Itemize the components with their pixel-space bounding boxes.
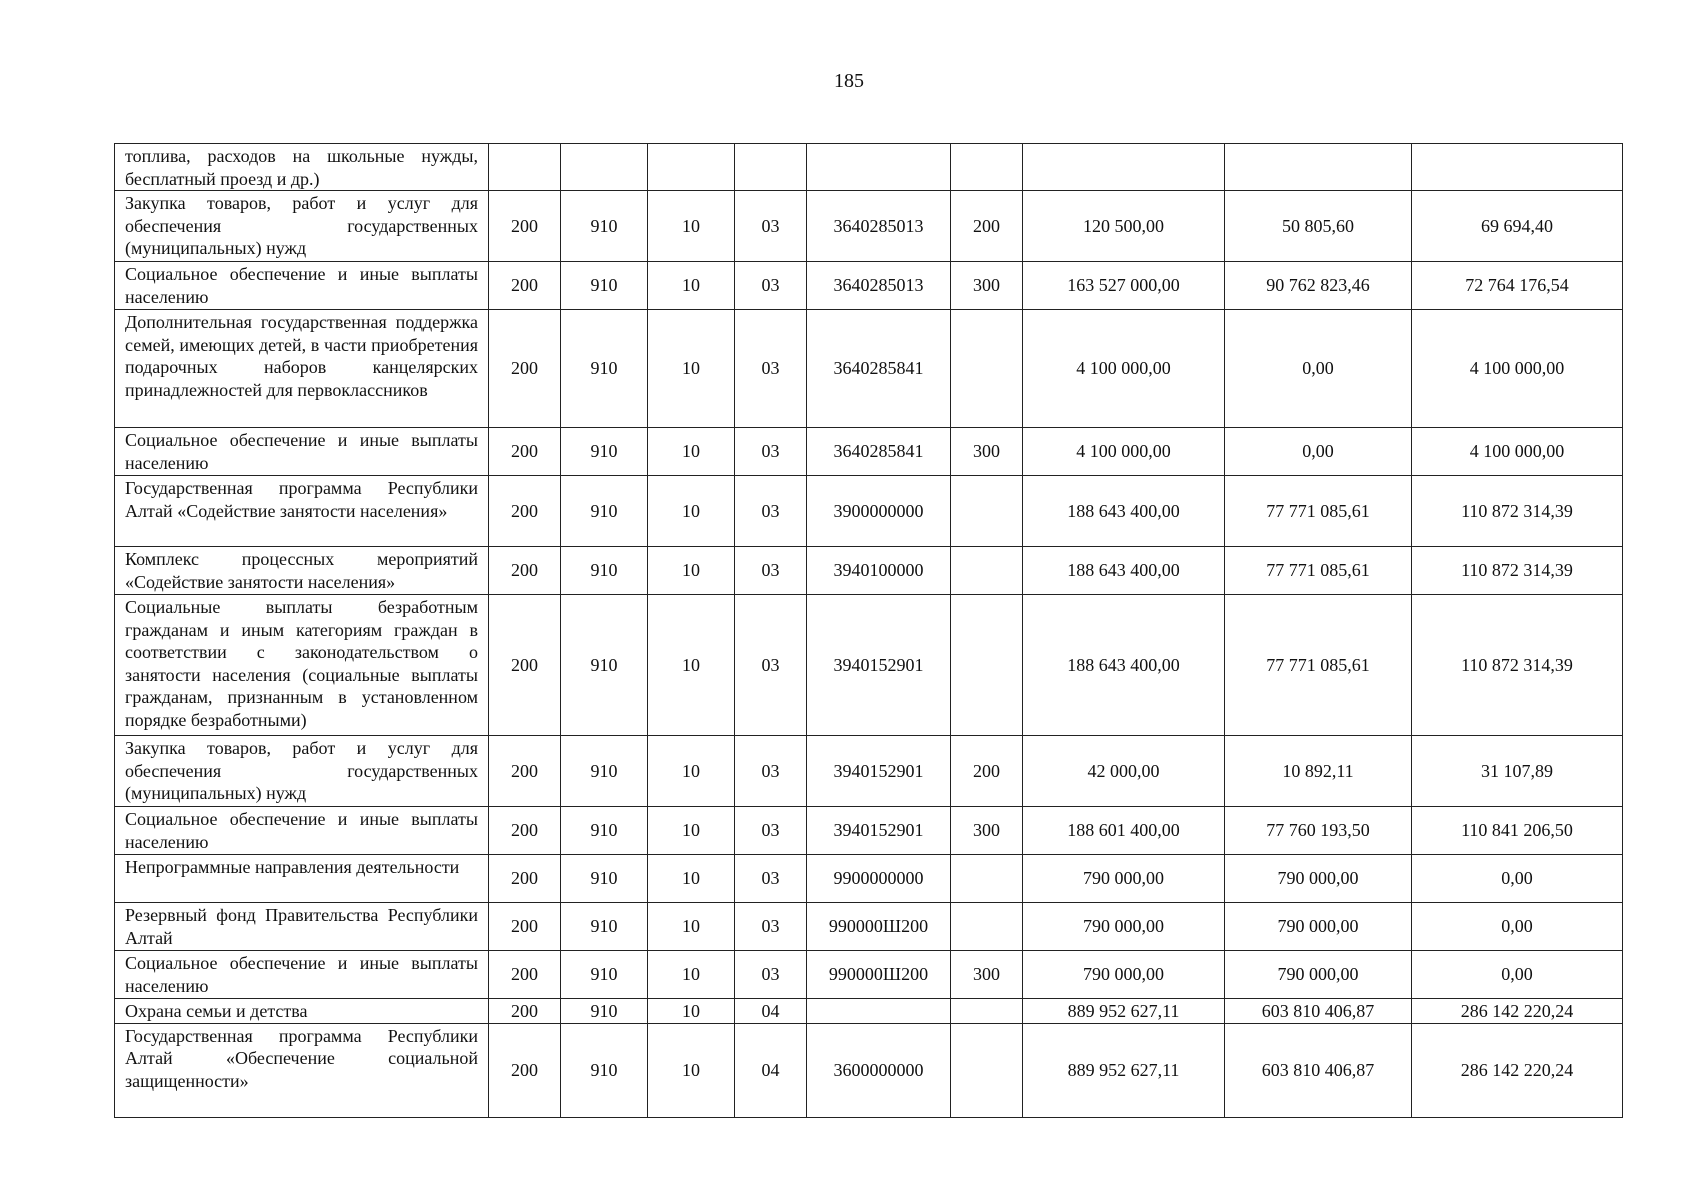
remaining-amount-cell: 72 764 176,54 (1412, 262, 1623, 310)
expense-type-cell (951, 310, 1023, 428)
planned-amount-cell: 163 527 000,00 (1023, 262, 1225, 310)
section-cell (648, 144, 735, 191)
target-article-cell: 3940152901 (807, 807, 951, 855)
subsection-cell: 04 (735, 1023, 807, 1117)
ministry-cell: 910 (561, 476, 648, 547)
executed-amount-cell: 790 000,00 (1225, 855, 1412, 903)
table-row (115, 903, 1623, 951)
remaining-amount-cell: 0,00 (1412, 903, 1623, 951)
item-name-cell: Охрана семьи и детства (115, 999, 489, 1024)
section-cell: 10 (648, 191, 735, 262)
remaining-amount-cell: 4 100 000,00 (1412, 428, 1623, 476)
executed-amount-cell (1225, 144, 1412, 191)
subsection-cell: 03 (735, 476, 807, 547)
planned-amount-cell: 188 643 400,00 (1023, 476, 1225, 547)
planned-amount-cell: 790 000,00 (1023, 951, 1225, 999)
ministry-cell: 910 (561, 310, 648, 428)
executed-amount-cell: 50 805,60 (1225, 191, 1412, 262)
code-cell: 200 (489, 736, 561, 807)
remaining-amount-cell (1412, 144, 1623, 191)
code-cell: 200 (489, 855, 561, 903)
item-name-cell: Социальное обеспечение и иные выплаты населению (115, 951, 489, 999)
remaining-amount-cell: 286 142 220,24 (1412, 1023, 1623, 1117)
ministry-cell: 910 (561, 736, 648, 807)
section-cell: 10 (648, 855, 735, 903)
item-name-cell: Социальное обеспечение и иные выплаты населению (115, 428, 489, 476)
executed-amount-cell: 790 000,00 (1225, 903, 1412, 951)
item-name-cell: Государственная программа Республики Алтай «Содействие занятости населения» (115, 476, 489, 547)
code-cell: 200 (489, 999, 561, 1024)
table-row (115, 1023, 1623, 1117)
executed-amount-cell: 77 771 085,61 (1225, 547, 1412, 595)
expense-type-cell (951, 144, 1023, 191)
item-name-cell: Закупка товаров, работ и услуг для обеспечения государственных (муниципальных) нужд (115, 736, 489, 807)
ministry-cell (561, 144, 648, 191)
code-cell: 200 (489, 476, 561, 547)
section-cell: 10 (648, 951, 735, 999)
planned-amount-cell: 42 000,00 (1023, 736, 1225, 807)
executed-amount-cell: 790 000,00 (1225, 951, 1412, 999)
ministry-cell: 910 (561, 903, 648, 951)
subsection-cell: 04 (735, 999, 807, 1024)
section-cell: 10 (648, 736, 735, 807)
remaining-amount-cell: 110 872 314,39 (1412, 595, 1623, 736)
code-cell: 200 (489, 262, 561, 310)
expense-type-cell (951, 595, 1023, 736)
remaining-amount-cell: 110 872 314,39 (1412, 476, 1623, 547)
planned-amount-cell: 188 643 400,00 (1023, 547, 1225, 595)
expense-type-cell: 300 (951, 428, 1023, 476)
table-row (115, 262, 1623, 310)
table-row (115, 595, 1623, 736)
section-cell: 10 (648, 807, 735, 855)
target-article-cell: 3640285013 (807, 262, 951, 310)
ministry-cell: 910 (561, 1023, 648, 1117)
section-cell: 10 (648, 428, 735, 476)
remaining-amount-cell: 69 694,40 (1412, 191, 1623, 262)
ministry-cell: 910 (561, 547, 648, 595)
subsection-cell: 03 (735, 903, 807, 951)
section-cell: 10 (648, 1023, 735, 1117)
planned-amount-cell: 4 100 000,00 (1023, 428, 1225, 476)
table-row (115, 807, 1623, 855)
remaining-amount-cell: 110 841 206,50 (1412, 807, 1623, 855)
subsection-cell: 03 (735, 595, 807, 736)
expense-type-cell: 200 (951, 191, 1023, 262)
code-cell: 200 (489, 547, 561, 595)
table-row (115, 428, 1623, 476)
expense-type-cell (951, 476, 1023, 547)
expense-type-cell (951, 855, 1023, 903)
target-article-cell (807, 999, 951, 1024)
table-row (115, 310, 1623, 428)
item-name-cell: Комплекс процессных мероприятий «Содействие занятости населения» (115, 547, 489, 595)
table-row (115, 144, 1623, 191)
executed-amount-cell: 0,00 (1225, 310, 1412, 428)
executed-amount-cell: 77 760 193,50 (1225, 807, 1412, 855)
planned-amount-cell: 188 601 400,00 (1023, 807, 1225, 855)
executed-amount-cell: 90 762 823,46 (1225, 262, 1412, 310)
code-cell: 200 (489, 310, 561, 428)
budget-table (114, 143, 1623, 1118)
expense-type-cell (951, 547, 1023, 595)
section-cell: 10 (648, 310, 735, 428)
item-name-cell: Государственная программа Республики Алтай «Обеспечение социальной защищенности» (115, 1023, 489, 1117)
table-row (115, 547, 1623, 595)
subsection-cell: 03 (735, 262, 807, 310)
subsection-cell: 03 (735, 951, 807, 999)
target-article-cell: 3640285841 (807, 310, 951, 428)
remaining-amount-cell: 110 872 314,39 (1412, 547, 1623, 595)
executed-amount-cell: 77 771 085,61 (1225, 595, 1412, 736)
executed-amount-cell: 10 892,11 (1225, 736, 1412, 807)
subsection-cell: 03 (735, 310, 807, 428)
ministry-cell: 910 (561, 262, 648, 310)
subsection-cell: 03 (735, 547, 807, 595)
subsection-cell (735, 144, 807, 191)
section-cell: 10 (648, 547, 735, 595)
ministry-cell: 910 (561, 595, 648, 736)
ministry-cell: 910 (561, 951, 648, 999)
item-name-cell: Резервный фонд Правительства Республики Алтай (115, 903, 489, 951)
ministry-cell: 910 (561, 855, 648, 903)
code-cell: 200 (489, 191, 561, 262)
planned-amount-cell: 188 643 400,00 (1023, 595, 1225, 736)
planned-amount-cell: 4 100 000,00 (1023, 310, 1225, 428)
item-name-cell: Дополнительная государственная поддержка семей, имеющих детей, в части приобретения подарочных наборов канцелярских принадлежностей для первоклассников (115, 310, 489, 428)
target-article-cell: 990000Ш200 (807, 903, 951, 951)
remaining-amount-cell: 0,00 (1412, 855, 1623, 903)
ministry-cell: 910 (561, 807, 648, 855)
expense-type-cell: 300 (951, 951, 1023, 999)
executed-amount-cell: 77 771 085,61 (1225, 476, 1412, 547)
page-number: 185 (834, 70, 864, 92)
table-row (115, 951, 1623, 999)
item-name-cell: Закупка товаров, работ и услуг для обеспечения государственных (муниципальных) нужд (115, 191, 489, 262)
target-article-cell: 3600000000 (807, 1023, 951, 1117)
expense-type-cell: 200 (951, 736, 1023, 807)
subsection-cell: 03 (735, 736, 807, 807)
expense-type-cell: 300 (951, 807, 1023, 855)
expense-type-cell: 300 (951, 262, 1023, 310)
table-row (115, 736, 1623, 807)
target-article-cell: 3640285841 (807, 428, 951, 476)
ministry-cell: 910 (561, 999, 648, 1024)
executed-amount-cell: 0,00 (1225, 428, 1412, 476)
item-name-cell: топлива, расходов на школьные нужды, бесплатный проезд и др.) (115, 144, 489, 191)
code-cell (489, 144, 561, 191)
planned-amount-cell (1023, 144, 1225, 191)
target-article-cell: 990000Ш200 (807, 951, 951, 999)
expense-type-cell (951, 903, 1023, 951)
table-row (115, 855, 1623, 903)
executed-amount-cell: 603 810 406,87 (1225, 1023, 1412, 1117)
table-row (115, 191, 1623, 262)
remaining-amount-cell: 4 100 000,00 (1412, 310, 1623, 428)
table-body (115, 144, 1623, 1118)
ministry-cell: 910 (561, 428, 648, 476)
table-row (115, 476, 1623, 547)
remaining-amount-cell: 31 107,89 (1412, 736, 1623, 807)
code-cell: 200 (489, 1023, 561, 1117)
section-cell: 10 (648, 476, 735, 547)
planned-amount-cell: 889 952 627,11 (1023, 999, 1225, 1024)
subsection-cell: 03 (735, 855, 807, 903)
target-article-cell: 3640285013 (807, 191, 951, 262)
expense-type-cell (951, 999, 1023, 1024)
executed-amount-cell: 603 810 406,87 (1225, 999, 1412, 1024)
target-article-cell: 3940152901 (807, 595, 951, 736)
section-cell: 10 (648, 595, 735, 736)
planned-amount-cell: 790 000,00 (1023, 903, 1225, 951)
target-article-cell: 3940100000 (807, 547, 951, 595)
target-article-cell: 3900000000 (807, 476, 951, 547)
remaining-amount-cell: 286 142 220,24 (1412, 999, 1623, 1024)
subsection-cell: 03 (735, 191, 807, 262)
target-article-cell (807, 144, 951, 191)
target-article-cell: 9900000000 (807, 855, 951, 903)
planned-amount-cell: 790 000,00 (1023, 855, 1225, 903)
ministry-cell: 910 (561, 191, 648, 262)
item-name-cell: Непрограммные направления деятельности (115, 855, 489, 903)
expense-type-cell (951, 1023, 1023, 1117)
planned-amount-cell: 889 952 627,11 (1023, 1023, 1225, 1117)
section-cell: 10 (648, 262, 735, 310)
code-cell: 200 (489, 595, 561, 736)
item-name-cell: Социальное обеспечение и иные выплаты населению (115, 807, 489, 855)
section-cell: 10 (648, 903, 735, 951)
code-cell: 200 (489, 428, 561, 476)
item-name-cell: Социальное обеспечение и иные выплаты населению (115, 262, 489, 310)
remaining-amount-cell: 0,00 (1412, 951, 1623, 999)
subsection-cell: 03 (735, 428, 807, 476)
code-cell: 200 (489, 807, 561, 855)
subsection-cell: 03 (735, 807, 807, 855)
code-cell: 200 (489, 903, 561, 951)
section-cell: 10 (648, 999, 735, 1024)
item-name-cell: Социальные выплаты безработным гражданам и иным категориям граждан в соответствии с законодательством о занятости населения (социальные выплаты гражданам, признанным в установленном порядке безработными) (115, 595, 489, 736)
planned-amount-cell: 120 500,00 (1023, 191, 1225, 262)
target-article-cell: 3940152901 (807, 736, 951, 807)
table-row (115, 999, 1623, 1024)
code-cell: 200 (489, 951, 561, 999)
